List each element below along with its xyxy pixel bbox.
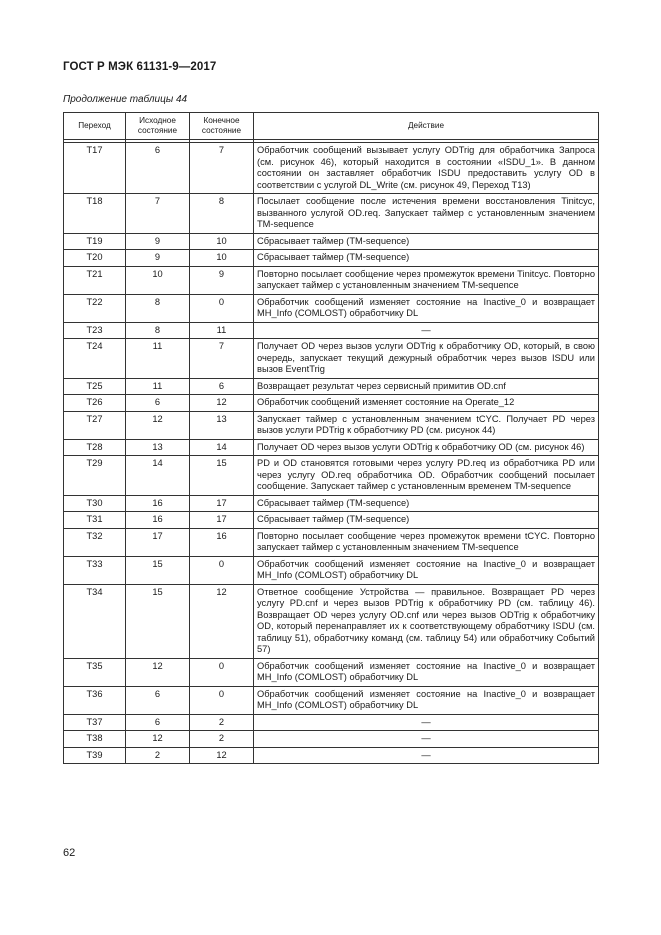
final-state-cell: 0 (190, 294, 254, 322)
transition-cell: T36 (64, 686, 126, 714)
table-row (64, 266, 599, 294)
column-header-action: Действие (254, 113, 599, 140)
initial-state-cell: 15 (126, 584, 190, 658)
action-cell: — (254, 322, 599, 339)
table-row (64, 528, 599, 556)
transition-cell: T31 (64, 512, 126, 529)
final-state-cell: 11 (190, 322, 254, 339)
final-state-cell: 14 (190, 439, 254, 456)
action-cell: — (254, 747, 599, 764)
transition-cell: T29 (64, 456, 126, 496)
final-state-cell: 12 (190, 395, 254, 412)
final-state-cell: 6 (190, 378, 254, 395)
table-row (64, 747, 599, 764)
final-state-cell: 2 (190, 714, 254, 731)
initial-state-cell: 6 (126, 686, 190, 714)
table-row (64, 495, 599, 512)
table-row (64, 439, 599, 456)
initial-state-cell: 14 (126, 456, 190, 496)
final-state-cell: 7 (190, 339, 254, 379)
action-cell: Обработчик сообщений изменяет состояние на Inactive_0 и возвращает MH_Info (COMLOST) обработчику DL (254, 294, 599, 322)
final-state-cell: 10 (190, 250, 254, 267)
transition-cell: T35 (64, 658, 126, 686)
transition-cell: T34 (64, 584, 126, 658)
table-caption: Продолжение таблицы 44 (63, 94, 188, 105)
table-row (64, 194, 599, 234)
final-state-cell: 2 (190, 731, 254, 748)
initial-state-cell: 17 (126, 528, 190, 556)
action-cell: Обработчик сообщений изменяет состояние на Inactive_0 и возвращает MH_Info (COMLOST) обработчику DL (254, 686, 599, 714)
action-cell: — (254, 731, 599, 748)
final-state-cell: 12 (190, 747, 254, 764)
transition-cell: T24 (64, 339, 126, 379)
initial-state-cell: 8 (126, 294, 190, 322)
table-row (64, 143, 599, 194)
final-state-cell: 17 (190, 512, 254, 529)
action-cell: Запускает таймер с установленным значением tCYC. Получает PD через вызов услуги PDTrig к обработчику PD (см. рисунок 44) (254, 411, 599, 439)
action-cell: — (254, 714, 599, 731)
table-row (64, 731, 599, 748)
transition-cell: T26 (64, 395, 126, 412)
action-cell: Повторно посылает сообщение через промежуток времени tCYC. Повторно запускает таймер с установленным значением TM-sequence (254, 528, 599, 556)
final-state-cell: 12 (190, 584, 254, 658)
column-header-final-state: Конечное состояние (190, 113, 254, 140)
action-cell: Обработчик сообщений изменяет состояние на Inactive_0 и возвращает MH_Info (COMLOST) обработчику DL (254, 658, 599, 686)
final-state-cell: 16 (190, 528, 254, 556)
initial-state-cell: 16 (126, 495, 190, 512)
transition-cell: T37 (64, 714, 126, 731)
final-state-cell: 7 (190, 143, 254, 194)
initial-state-cell: 8 (126, 322, 190, 339)
transition-cell: T21 (64, 266, 126, 294)
final-state-cell: 0 (190, 556, 254, 584)
table-row (64, 294, 599, 322)
final-state-cell: 9 (190, 266, 254, 294)
initial-state-cell: 12 (126, 731, 190, 748)
initial-state-cell: 2 (126, 747, 190, 764)
transition-cell: T32 (64, 528, 126, 556)
final-state-cell: 0 (190, 686, 254, 714)
page-number: 62 (63, 847, 76, 859)
initial-state-cell: 11 (126, 378, 190, 395)
action-cell: Ответное сообщение Устройства — правильное. Возвращает PD через услугу PD.cnf и через вызов PDTrig к обработчику PD (см. таблицу 46). Возвращает OD через услугу OD.cnf или через вызов ODTrig к обработчику OD, который перенаправляет их к соответствующему обработчику ISDU (см. таблицу 51), обработчику команд (см. таблицу 54) или обработчику Событий 57) (254, 584, 599, 658)
transition-cell: T20 (64, 250, 126, 267)
transition-cell: T25 (64, 378, 126, 395)
transition-cell: T19 (64, 233, 126, 250)
transitions-table (63, 112, 599, 764)
initial-state-cell: 6 (126, 714, 190, 731)
transition-cell: T28 (64, 439, 126, 456)
action-cell: Сбрасывает таймер (TM-sequence) (254, 250, 599, 267)
action-cell: Повторно посылает сообщение через промежуток времени Tinitcyc. Повторно запускает таймер с установленным значением TM-sequence (254, 266, 599, 294)
action-cell: PD и OD становятся готовыми через услугу PD.req из обработчика PD или через услугу OD.req обработчика OD. Обработчик сообщений посылает сообщение. Запускает таймер с установленным временем TM-sequence (254, 456, 599, 496)
initial-state-cell: 7 (126, 194, 190, 234)
action-cell: Возвращает результат через сервисный примитив OD.cnf (254, 378, 599, 395)
table-header-row (64, 113, 599, 140)
initial-state-cell: 15 (126, 556, 190, 584)
action-cell: Обработчик сообщений изменяет состояние на Operate_12 (254, 395, 599, 412)
document-header: ГОСТ Р МЭК 61131-9—2017 (63, 61, 217, 73)
table-row (64, 339, 599, 379)
column-header-initial-state: Исходное состояние (126, 113, 190, 140)
table-row (64, 584, 599, 658)
initial-state-cell: 12 (126, 658, 190, 686)
table-row (64, 686, 599, 714)
final-state-cell: 13 (190, 411, 254, 439)
action-cell: Обработчик сообщений изменяет состояние на Inactive_0 и возвращает MH_Info (COMLOST) обработчику DL (254, 556, 599, 584)
action-cell: Обработчик сообщений вызывает услугу ODTrig для обработчика Запроса (см. рисунок 46), который находится в состоянии «ISDU_1». В данном состоянии он заставляет обработчик ISDU предоставить услугу OD в соответствии с услугой DL_Write (см. рисунок 49, Переход T13) (254, 143, 599, 194)
transition-cell: T39 (64, 747, 126, 764)
transition-cell: T30 (64, 495, 126, 512)
final-state-cell: 15 (190, 456, 254, 496)
table-body (64, 143, 599, 764)
action-cell: Сбрасывает таймер (TM-sequence) (254, 512, 599, 529)
initial-state-cell: 10 (126, 266, 190, 294)
initial-state-cell: 12 (126, 411, 190, 439)
table-row (64, 411, 599, 439)
transition-cell: T38 (64, 731, 126, 748)
final-state-cell: 10 (190, 233, 254, 250)
table-row (64, 714, 599, 731)
transition-cell: T18 (64, 194, 126, 234)
transition-cell: T23 (64, 322, 126, 339)
transition-cell: T27 (64, 411, 126, 439)
table-row (64, 322, 599, 339)
transition-cell: T33 (64, 556, 126, 584)
initial-state-cell: 13 (126, 439, 190, 456)
action-cell: Получает OD через вызов услуги ODTrig к обработчику OD (см. рисунок 46) (254, 439, 599, 456)
initial-state-cell: 9 (126, 250, 190, 267)
table-row (64, 658, 599, 686)
initial-state-cell: 16 (126, 512, 190, 529)
initial-state-cell: 11 (126, 339, 190, 379)
action-cell: Получает OD через вызов услуги ODTrig к обработчику OD, который, в свою очередь, запускает текущий дежурный обработчик через вызов ISDU или вызов EventTrig (254, 339, 599, 379)
table-row (64, 456, 599, 496)
initial-state-cell: 9 (126, 233, 190, 250)
table-row (64, 512, 599, 529)
final-state-cell: 8 (190, 194, 254, 234)
final-state-cell: 17 (190, 495, 254, 512)
action-cell: Сбрасывает таймер (TM-sequence) (254, 233, 599, 250)
column-header-transition: Переход (64, 113, 126, 140)
transition-cell: T22 (64, 294, 126, 322)
table-row (64, 556, 599, 584)
transition-cell: T17 (64, 143, 126, 194)
table-row (64, 233, 599, 250)
action-cell: Сбрасывает таймер (TM-sequence) (254, 495, 599, 512)
table-row (64, 395, 599, 412)
action-cell: Посылает сообщение после истечения времени восстановления Tinitcyc, вызванного услугой OD.req. Запускает таймер с установленным значением TM-sequence (254, 194, 599, 234)
final-state-cell: 0 (190, 658, 254, 686)
table-row (64, 378, 599, 395)
initial-state-cell: 6 (126, 143, 190, 194)
table-row (64, 250, 599, 267)
initial-state-cell: 6 (126, 395, 190, 412)
